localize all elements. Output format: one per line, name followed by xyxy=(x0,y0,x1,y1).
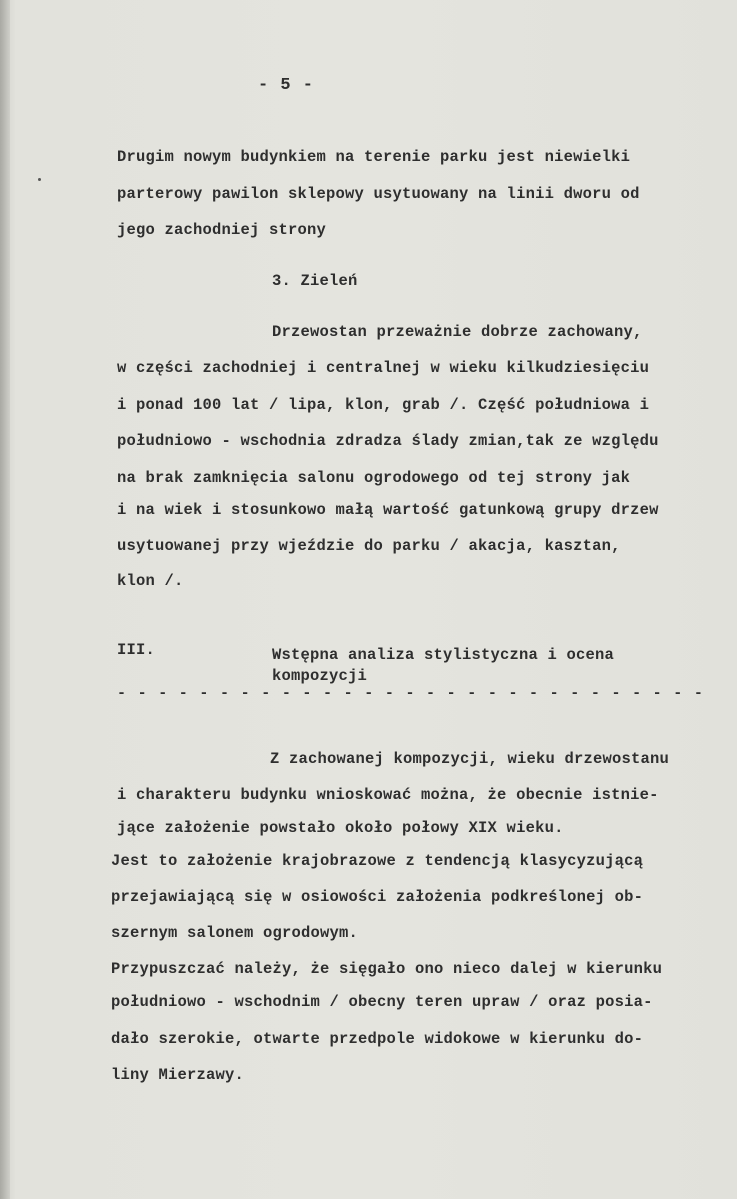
paragraph-3-line-7: Przypuszczać należy, że sięgało ono nieco dalej w kierunku xyxy=(111,960,663,978)
paragraph-3-line-2: i charakteru budynku wnioskować można, że obecnie istnie- xyxy=(117,786,659,804)
paragraph-3-line-1: Z zachowanej kompozycji, wieku drzewostanu xyxy=(270,750,670,768)
section-III-title-line-1: Wstępna analiza stylistyczna i ocena xyxy=(272,646,615,664)
paragraph-2-line-4: południowo - wschodnia zdradza ślady zmian,tak ze względu xyxy=(117,432,659,450)
paragraph-3-line-3: jące założenie powstało około połowy XIX wieku. xyxy=(117,819,564,837)
paragraph-1-line-1: Drugim nowym budynkiem na terenie parku jest niewielki xyxy=(117,148,631,166)
paragraph-1-line-3: jego zachodniej strony xyxy=(117,221,327,239)
paragraph-1-line-2: parterowy pawilon sklepowy usytuowany na linii dworu od xyxy=(117,185,640,203)
paragraph-3-line-4: Jest to założenie krajobrazowe z tendencją klasycyzującą xyxy=(111,852,644,870)
paragraph-2-line-2: w części zachodniej i centralnej w wieku kilkudziesięciu xyxy=(117,359,650,377)
section-III-title-line-2: kompozycji xyxy=(272,667,368,685)
page-number: - 5 - xyxy=(258,76,315,95)
paragraph-3-line-8: południowo - wschodnim / obecny teren upraw / oraz posia- xyxy=(111,993,653,1011)
section-3-heading: 3. Zieleń xyxy=(272,272,358,290)
paragraph-2-line-5: na brak zamknięcia salonu ogrodowego od tej strony jak xyxy=(117,469,631,487)
page-binding-edge xyxy=(0,0,10,1199)
paper-speck xyxy=(38,178,41,181)
paragraph-2-line-3: i ponad 100 lat / lipa, klon, grab /. Część południowa i xyxy=(117,396,650,414)
paragraph-3-line-10: liny Mierzawy. xyxy=(111,1066,245,1084)
paragraph-2-line-6: i na wiek i stosunkowo małą wartość gatunkową grupy drzew xyxy=(117,501,659,519)
paragraph-3-line-6: szernym salonem ogrodowym. xyxy=(111,924,359,942)
paragraph-2-line-1: Drzewostan przeważnie dobrze zachowany, xyxy=(272,323,643,341)
paragraph-3-line-5: przejawiającą się w osiowości założenia podkreślonej ob- xyxy=(111,888,644,906)
paragraph-3-line-9: dało szerokie, otwarte przedpole widokowe w kierunku do- xyxy=(111,1030,644,1048)
paragraph-2-line-8: klon /. xyxy=(117,572,184,590)
section-III-dashed-underline: - - - - - - - - - - - - - - - - - - - - - - - - - - - - - xyxy=(117,685,705,702)
section-III-number: III. xyxy=(117,641,156,659)
paragraph-2-line-7: usytuowanej przy wjeździe do parku / akacja, kasztan, xyxy=(117,537,621,555)
